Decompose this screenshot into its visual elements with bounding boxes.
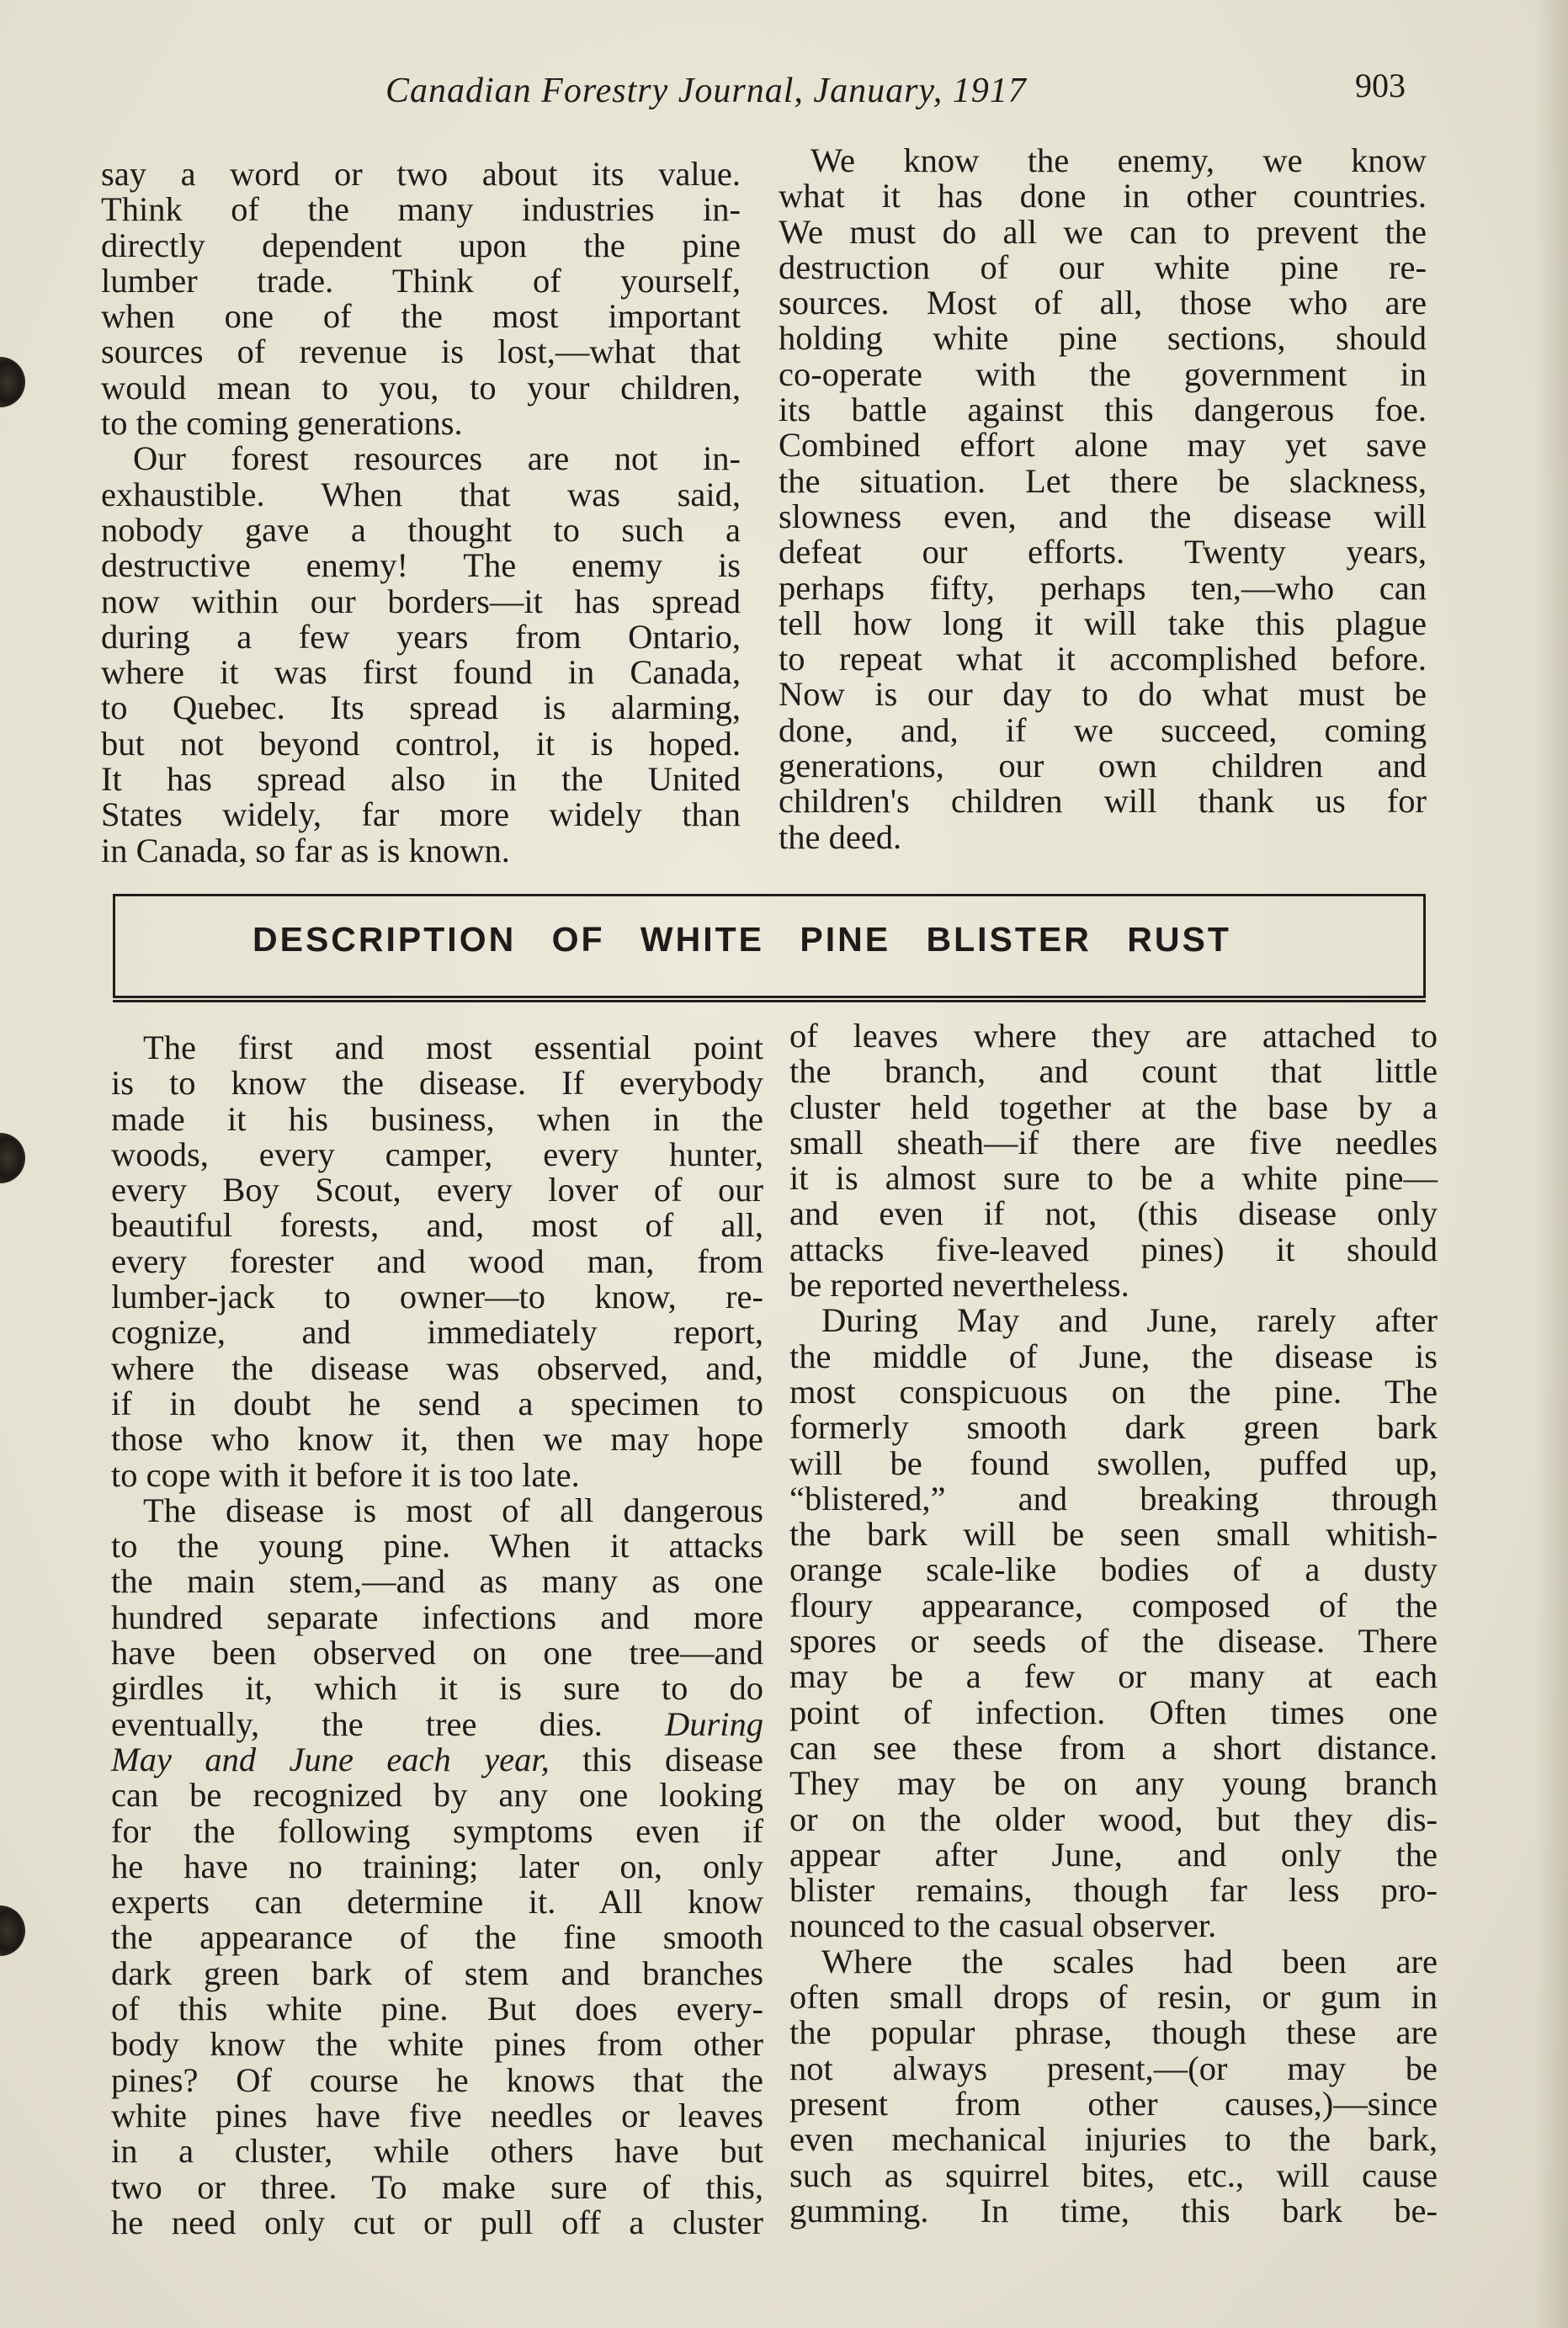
- binding-hole: [0, 357, 25, 407]
- text-line: for the following symptoms even if: [111, 1811, 763, 1850]
- text-line: to the coming generations.: [101, 404, 463, 443]
- text-line: to Quebec. Its spread is alarming,: [101, 688, 741, 727]
- text-line: slowness even, and the disease will: [779, 497, 1427, 535]
- text-line: body know the white pines from other: [111, 2025, 763, 2064]
- text-line: the main stem,—and as many as one: [111, 1562, 763, 1601]
- text-line: but not beyond control, it is hoped.: [101, 724, 741, 763]
- section-title: DESCRIPTION OF WHITE PINE BLISTER RUST: [252, 920, 1231, 959]
- text-line: be reported nevertheless.: [789, 1266, 1129, 1305]
- text-line: hundred separate infections and more: [111, 1597, 763, 1636]
- text-line: when one of the most important: [101, 297, 741, 336]
- text-line: sources. Most of all, those who are: [779, 284, 1427, 322]
- text-line: can be recognized by any one looking: [111, 1776, 763, 1815]
- text-line: States widely, far more widely than: [101, 795, 741, 834]
- text-line: the deed.: [779, 817, 902, 856]
- text-line: even mechanical injuries to the bark,: [789, 2120, 1438, 2159]
- text-line: is to know the disease. If everybody: [111, 1064, 763, 1103]
- journal-title: Canadian Forestry Journal, January, 1917: [385, 72, 1027, 110]
- column-top-left: [101, 157, 741, 869]
- text-line: defeat our efforts. Twenty years,: [779, 533, 1427, 571]
- text-line: orange scale-like bodies of a dusty: [789, 1550, 1438, 1589]
- text-line: sources of revenue is lost,—what that: [101, 332, 741, 371]
- text-line: done, and, if we succeed, coming: [779, 710, 1427, 749]
- column-bottom-right: [789, 1018, 1438, 2229]
- running-header: [0, 66, 1568, 125]
- text-line: such as squirrel bites, etc., will cause: [789, 2155, 1438, 2194]
- text-line: where it was first found in Canada,: [101, 653, 741, 692]
- italic-span: May and June each year,: [111, 1740, 550, 1778]
- text-line: directly dependent upon the pine: [101, 226, 741, 264]
- text-line: experts can determine it. All know: [111, 1883, 763, 1921]
- text-line: destructive enemy! The enemy is: [101, 546, 741, 585]
- text-line: point of infection. Often times one: [789, 1693, 1438, 1731]
- text-line: to cope with it before it is too late.: [111, 1455, 580, 1494]
- text-line: cluster held together at the base by a: [789, 1087, 1438, 1126]
- text-line: attacks five-leaved pines) it should: [789, 1230, 1438, 1268]
- text-line: say a word or two about its value.: [101, 155, 741, 193]
- text-line: may be a few or many at each: [789, 1657, 1438, 1696]
- text-line: now within our borders—it has spread: [101, 582, 741, 620]
- text-line: of leaves where they are attached to: [789, 1017, 1438, 1055]
- text-line: destruction of our white pine re-: [779, 247, 1427, 286]
- text-line: would mean to you, to your children,: [101, 368, 741, 407]
- text-line: the appearance of the fine smooth: [111, 1918, 763, 1957]
- text-line: generations, our own children and: [779, 747, 1427, 785]
- text-line: Combined effort alone may yet save: [779, 426, 1427, 465]
- text-line: white pines have five needles or leaves: [111, 2096, 763, 2134]
- text-line: the popular phrase, though these are: [789, 2013, 1438, 2052]
- text-line: perhaps fifty, perhaps ten,—who can: [779, 568, 1427, 607]
- text-line: It has spread also in the United: [101, 760, 741, 799]
- text-line: small sheath—if there are five needles: [789, 1123, 1438, 1161]
- text-line: girdles it, which it is sure to do: [111, 1669, 763, 1708]
- text-line: not always present,—(or may be: [789, 2049, 1438, 2087]
- text-line: have been observed on one tree—and: [111, 1634, 763, 1672]
- text-line: every forester and wood man, from: [111, 1241, 763, 1280]
- text-line: nounced to the casual observer.: [789, 1906, 1217, 1945]
- text-line: the bark will be seen small whitish-: [789, 1515, 1438, 1554]
- text-line: to repeat what it accomplished before.: [779, 640, 1427, 678]
- text-line: its battle against this dangerous foe.: [779, 391, 1427, 429]
- text-line: of this white pine. But does every-: [111, 1990, 763, 2028]
- text-line: gumming. In time, this bark be-: [789, 2191, 1438, 2230]
- column-bottom-left: [111, 1030, 763, 2240]
- text-line: eventually, the tree dies. During: [111, 1704, 763, 1743]
- text-line: They may be on any young branch: [789, 1764, 1438, 1803]
- text-line: where the disease was observed, and,: [111, 1348, 763, 1387]
- text-line: holding white pine sections, should: [779, 319, 1427, 358]
- page-edge-shadow: [1534, 0, 1568, 2328]
- text-line: every Boy Scout, every lover of our: [111, 1171, 763, 1209]
- text-line: those who know it, then we may hope: [111, 1420, 763, 1459]
- text-line: We must do all we can to prevent the: [779, 212, 1427, 251]
- text-line: woods, every camper, every hunter,: [111, 1135, 763, 1173]
- text-line: Think of the many industries in-: [101, 190, 741, 229]
- text-line: “blistered,” and breaking through: [789, 1479, 1438, 1517]
- text-line: can see these from a short distance.: [789, 1728, 1438, 1767]
- text-line: most conspicuous on the pine. The: [789, 1372, 1438, 1411]
- text-line: present from other causes,)—since: [789, 2084, 1438, 2123]
- italic-span: During: [664, 1704, 763, 1743]
- text-line: lumber trade. Think of yourself,: [101, 261, 741, 300]
- text-line: if in doubt he send a specimen to: [111, 1384, 763, 1422]
- text-line: it is almost sure to be a white pine—: [789, 1159, 1438, 1198]
- binding-hole: [0, 1905, 25, 1956]
- text-line: The disease is most of all dangerous: [143, 1491, 763, 1529]
- text-line: The first and most essential point: [143, 1028, 763, 1066]
- text-line: often small drops of resin, or gum in: [789, 1978, 1438, 2017]
- text-line: during a few years from Ontario,: [101, 617, 741, 656]
- text-line: Our forest resources are not in-: [133, 439, 741, 478]
- text-line: dark green bark of stem and branches: [111, 1953, 763, 1992]
- text-line: blister remains, though far less pro-: [789, 1871, 1438, 1910]
- text-line: the situation. Let there be slackness,: [779, 461, 1427, 500]
- text-line: formerly smooth dark green bark: [789, 1408, 1438, 1447]
- text-line: We know the enemy, we know: [811, 141, 1427, 179]
- text-line: lumber-jack to owner—to know, re-: [111, 1278, 763, 1316]
- text-line: in a cluster, while others have but: [111, 2132, 763, 2171]
- text-line: will be found swollen, puffed up,: [789, 1443, 1438, 1482]
- text-line: in Canada, so far as is known.: [101, 831, 510, 869]
- text-line: made it his business, when in the: [111, 1099, 763, 1138]
- text-line: to the young pine. When it attacks: [111, 1527, 763, 1565]
- text-line: he have no training; later on, only: [111, 1847, 763, 1885]
- text-line: what it has done in other countries.: [779, 177, 1427, 215]
- text-line: During May and June, rarely after: [821, 1301, 1438, 1340]
- binding-hole: [0, 1133, 25, 1183]
- text-line: nobody gave a thought to such a: [101, 510, 741, 549]
- text-line: Where the scales had been are: [821, 1942, 1438, 1980]
- text-line: the branch, and count that little: [789, 1052, 1438, 1091]
- text-line: exhaustible. When that was said,: [101, 475, 741, 513]
- text-line: pines? Of course he knows that the: [111, 2060, 763, 2099]
- text-line: and even if not, (this disease only: [789, 1194, 1438, 1233]
- text-line: tell how long it will take this plague: [779, 603, 1427, 642]
- text-line: appear after June, and only the: [789, 1835, 1438, 1874]
- text-line: co-operate with the government in: [779, 354, 1427, 393]
- text-line: floury appearance, composed of the: [789, 1586, 1438, 1624]
- text-line: the middle of June, the disease is: [789, 1337, 1438, 1375]
- text-line: beautiful forests, and, most of all,: [111, 1206, 763, 1245]
- text-line: Now is our day to do what must be: [779, 675, 1427, 714]
- page-number: 903: [1355, 66, 1406, 104]
- text-line: he need only cut or pull off a cluster: [111, 2203, 763, 2241]
- column-top-right: [779, 143, 1427, 855]
- text-line: spores or seeds of the disease. There: [789, 1622, 1438, 1661]
- text-line: children's children will thank us for: [779, 782, 1427, 821]
- text-line: May and June each year, this disease: [111, 1740, 764, 1778]
- text-line: or on the older wood, but they dis-: [789, 1799, 1438, 1838]
- text-line: two or three. To make sure of this,: [111, 2167, 763, 2206]
- text-line: cognize, and immediately report,: [111, 1313, 763, 1352]
